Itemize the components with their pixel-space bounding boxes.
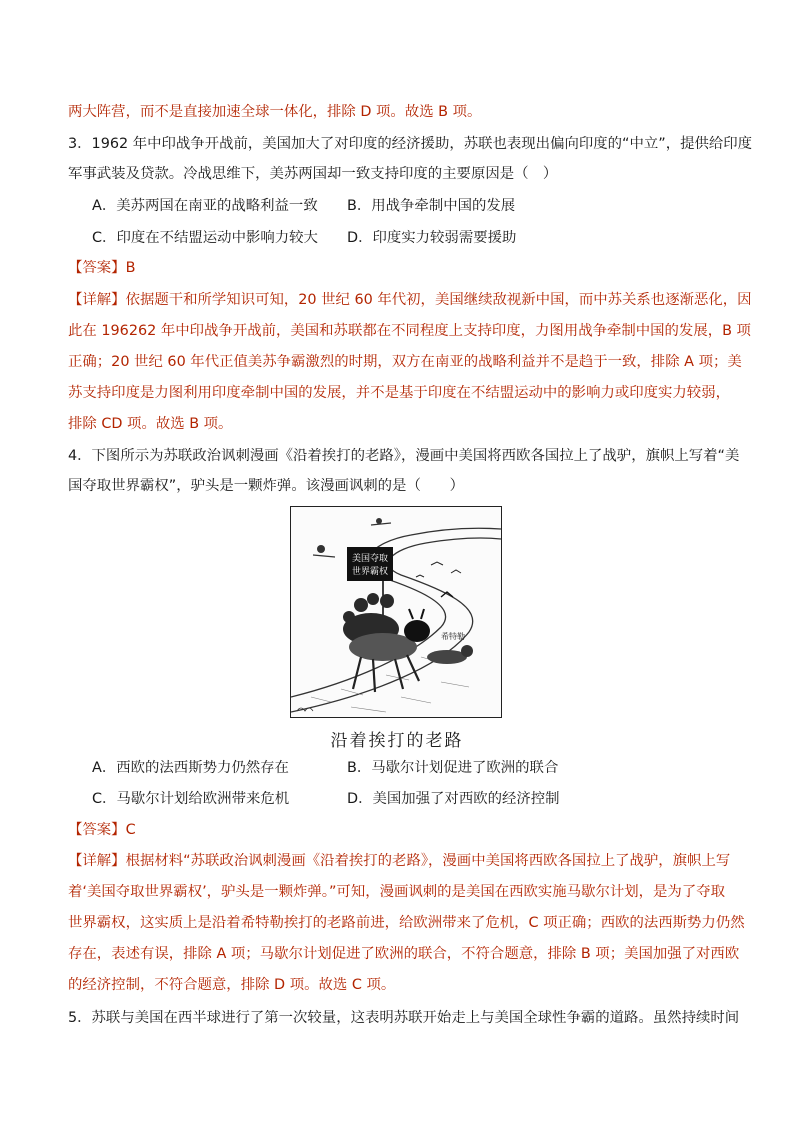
q3-option-b: B．用战争牵制中国的发展 [347,198,516,214]
q3-stem-line1: 3．1962 年中印战争开战前，美国加大了对印度的经济援助，苏联也表现出偏向印度的“中立”，提供给印度 [68,136,753,152]
political-cartoon [290,506,502,718]
q4-answer: 【答案】C [68,822,136,838]
q3-explain-line1: 【详解】依据题干和所学知识可知，20 世纪 60 年代初，美国继续敌视新中国，而中苏关系也逐渐恶化，因 [68,292,752,308]
flag-text-line2: 世界霸权 [351,567,389,577]
cartoon-caption: 沿着挨打的老路 [330,731,464,751]
q3-option-c: C．印度在不结盟运动中影响力较大 [92,230,318,246]
q4-explain-line1: 【详解】根据材料“苏联政治讽刺漫画《沿着挨打的老路》，漫画中美国将西欧各国拉上了战驴，旗帜上写 [68,853,731,869]
q4-explain-line4: 存在，表述有误，排除 A 项；马歇尔计划促进了欧洲的联合，不符合题意，排除 B 项；美国加强了对西欧 [68,946,740,962]
q3-explain-line3: 正确；20 世纪 60 年代正值美苏争霸激烈的时期，双方在南亚的战略利益并不是趋于一致，排除 A 项；美 [68,354,742,370]
q3-option-d: D．印度实力较弱需要援助 [347,230,517,246]
q3-explain-line5: 排除 CD 项。故选 B 项。 [68,416,233,432]
q4-explain-line2: 着‘美国夺取世界霸权’，驴头是一颗炸弹。”可知，漫画讽刺的是美国在西欧实施马歇尔计划，是为了夺取 [68,884,725,900]
prev-answer-tail: 两大阵营，而不是直接加速全球一体化，排除 D 项。故选 B 项。 [68,104,482,120]
q4-option-c: C．马歇尔计划给欧洲带来危机 [92,791,290,807]
q4-explain-line5: 的经济控制，不符合题意，排除 D 项。故选 C 项。 [68,977,396,993]
q4-option-b: B．马歇尔计划促进了欧洲的联合 [347,760,559,776]
hitler-label: 希特勒 [441,632,465,641]
q4-stem-line1: 4．下图所示为苏联政治讽刺漫画《沿着挨打的老路》，漫画中美国将西欧各国拉上了战驴，旗帜上写着“美 [68,448,740,464]
q4-option-a: A．西欧的法西斯势力仍然存在 [92,760,289,776]
cartoon-drawing [291,507,501,717]
q3-option-a: A．美苏两国在南亚的战略利益一致 [92,198,318,214]
q3-answer: 【答案】B [68,260,136,276]
q5-stem-line1: 5．苏联与美国在西半球进行了第一次较量，这表明苏联开始走上与美国全球性争霸的道路。虽然持续时间 [68,1010,740,1026]
bomb-head [404,620,430,642]
q3-stem-line2: 军事武装及贷款。冷战思维下，美苏两国却一致支持印度的主要原因是（ ） [68,166,558,182]
q4-stem-line2: 国夺取世界霸权”，驴头是一颗炸弹。该漫画讽刺的是（ ） [68,478,465,494]
q4-option-d: D．美国加强了对西欧的经济控制 [347,791,560,807]
q4-explain-line3: 世界霸权，这实质上是沿着希特勒挨打的老路前进，给欧洲带来了危机，C 项正确；西欧的法西斯势力仍然 [68,915,745,931]
hitler-figure [427,650,467,664]
q3-explain-line4: 苏支持印度是力图利用印度牵制中国的发展，并不是基于印度在不结盟运动中的影响力或印度实力较弱， [68,385,730,401]
q3-explain-line2: 此在 196262 年中印战争开战前，美国和苏联都在不同程度上支持印度，力图用战争牵制中国的发展，B 项 [68,323,751,339]
flag-text-line1: 美国夺取 [351,554,389,564]
